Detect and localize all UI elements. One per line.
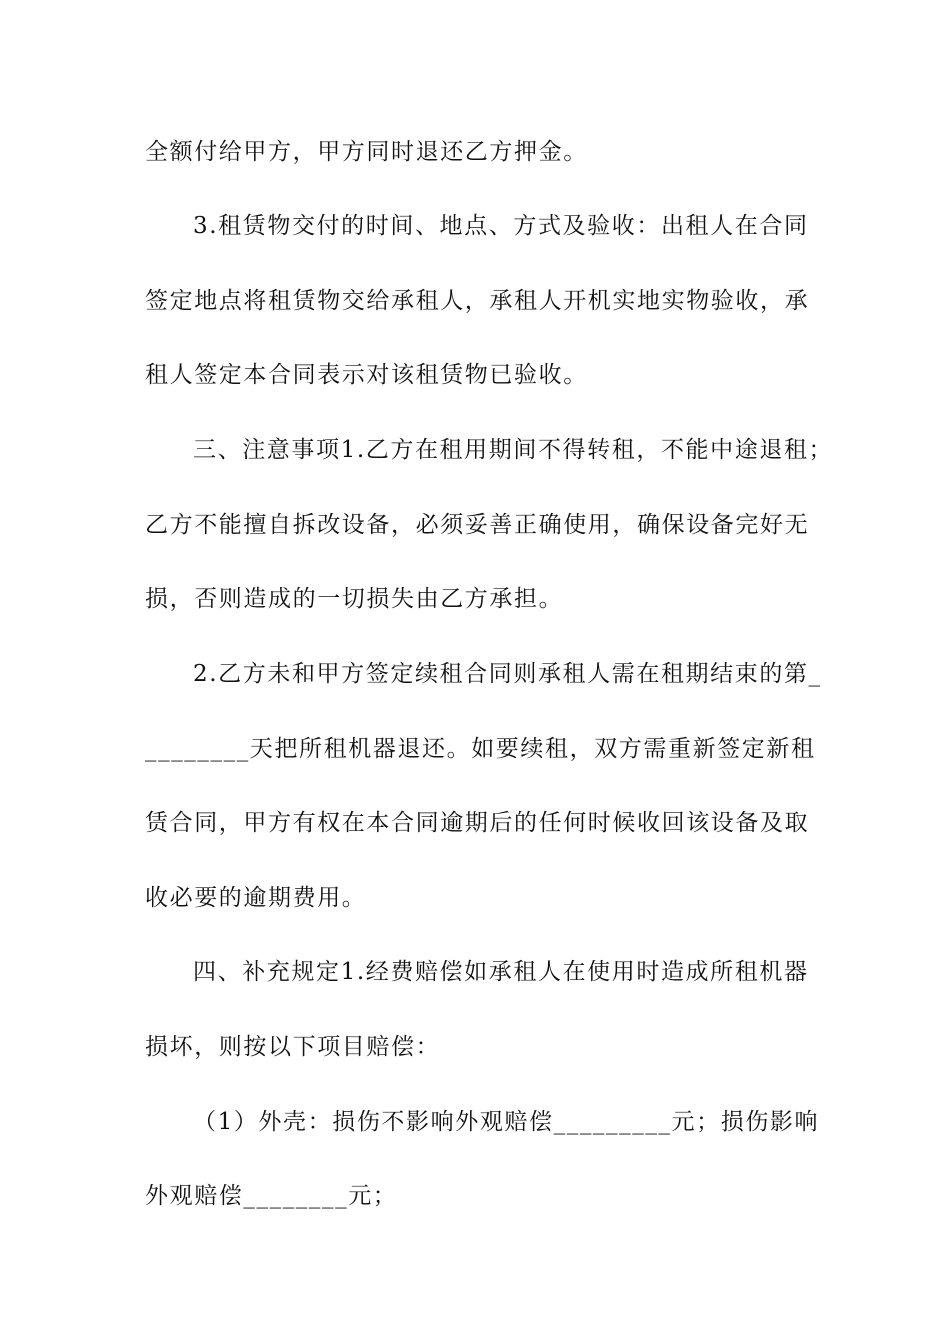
text-line: 赁合同，甲方有权在本合同逾期后的任何时候收回该设备及取 [145,810,810,836]
text-line: 2.乙方未和甲方签定续租合同则承租人需在租期结束的第_ [193,661,822,687]
text-line: 损坏，则按以下项目赔偿： [145,1034,441,1060]
text-line: 租人签定本合同表示对该租赁物已验收。 [145,362,588,388]
text-line: 乙方不能擅自拆改设备，必须妥善正确使用，确保设备完好无 [145,512,810,538]
text-line: （1）外壳：损伤不影响外观赔偿_________元；损伤影响 [193,1109,820,1135]
text-line: 三、注意事项1.乙方在租用期间不得转租，不能中途退租； [193,437,834,463]
text-line: 全额付给甲方，甲方同时退还乙方押金。 [145,139,588,165]
text-line: 外观赔偿________元； [145,1183,398,1209]
text-line: 四、补充规定1.经费赔偿如承租人在使用时造成所租机器 [193,959,809,985]
text-line: 3.租赁物交付的时间、地点、方式及验收：出租人在合同 [193,213,809,239]
text-line: 损，否则造成的一切损失由乙方承担。 [145,586,564,612]
text-line: 收必要的逾期费用。 [145,885,367,911]
text-line: 签定地点将租赁物交给承租人，承租人开机实地实物验收，承 [145,288,810,314]
text-line: ________天把所租机器退还。如要续租，双方需重新签定新租 [145,736,816,762]
